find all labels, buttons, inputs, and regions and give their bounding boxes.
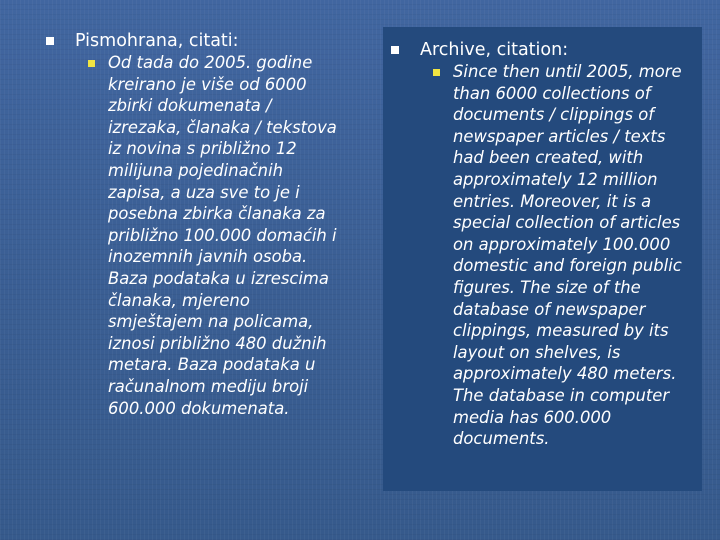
right-panel xyxy=(383,27,702,491)
left-column xyxy=(46,30,366,418)
left-body-text: Od tada do 2005. godine kreirano je više od 6000 zbirki dokumenata / izrezaka, članaka / tekstova iz novina s približno 12 milijuna pojedinačnih zapisa, a uza sve to je i posebna zbirka članaka za približno 100.000 domaćih i inozemnih javnih osoba. Baza podataka u izrescima članaka, mjereno smještajem na policama, iznosi približno 480 dužnih metara. Baza podataka u računalnom mediju broji 600.000 dokumenata. xyxy=(108,53,337,418)
left-heading: Pismohrana, citati: xyxy=(75,31,239,51)
square-bullet-icon xyxy=(433,69,440,76)
right-column xyxy=(391,39,697,449)
square-bullet-icon xyxy=(88,60,95,67)
right-body-text: Since then until 2005, more than 6000 collections of documents / clippings of newspaper articles / texts had been created, with approximately 12 million entries. Moreover, it is a special collection of articles on approximately 100.000 domestic and foreign public figures. The size of the database of newspaper clippings, measured by its layout on shelves, is approximately 480 meters. The database in computer media has 600.000 documents. xyxy=(453,62,682,449)
square-bullet-icon xyxy=(391,46,399,54)
square-bullet-icon xyxy=(46,37,54,45)
right-heading: Archive, citation: xyxy=(420,40,569,60)
